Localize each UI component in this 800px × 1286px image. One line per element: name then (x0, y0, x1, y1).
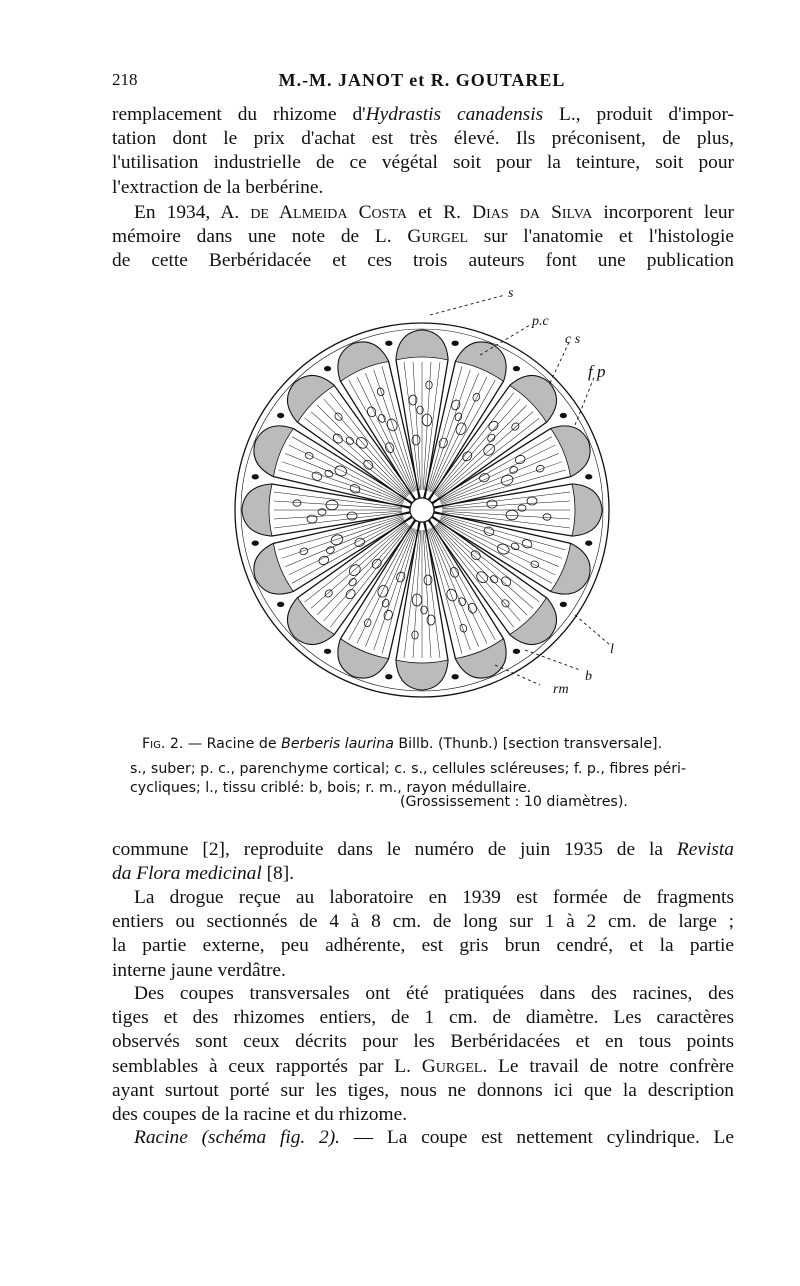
vascular-wedge (246, 417, 421, 529)
label-rm: rm (553, 682, 569, 697)
figure-caption-line1: Fig. 2. — Racine de Berberis laurina Billb. (Thunb.) [section transversale]. (142, 736, 663, 752)
vascular-wedge (403, 511, 515, 686)
text-line: la partie externe, peu adhérente, est gris brun cendré, et la partie (112, 935, 734, 957)
page-header (112, 70, 732, 96)
paragraph-second (112, 201, 734, 274)
sclereid-cell (560, 414, 566, 418)
vascular-rays (242, 330, 602, 690)
text-line: En 1934, A. de Almeida Costa et R. Dias da Silva incorporent leur (134, 202, 734, 223)
text-line: tation dont le prix d'achat est très élevé. Ils préconisent, de plus, (112, 128, 734, 150)
paragraph-third (112, 838, 734, 886)
vascular-wedge (276, 364, 432, 520)
sclereid-cell (586, 541, 592, 545)
text-line: ayant surtout porté sur les tiges, nous ne donnons ici que la description (112, 1079, 734, 1101)
paragraph-sixth (112, 1126, 734, 1150)
text-line: interne jaune verdâtre. (112, 959, 286, 981)
sclereid-cell (278, 414, 284, 418)
vascular-wedge (276, 500, 432, 656)
label-l: l (610, 642, 614, 657)
vascular-wedge (329, 334, 441, 509)
label-pc: p.c (532, 314, 549, 329)
sclereid-cell (560, 602, 566, 606)
vascular-wedge (246, 491, 421, 603)
vascular-wedge (329, 511, 441, 686)
vascular-wedge (423, 417, 598, 529)
text-line: tiges et des rhizomes entiers, de 1 cm. de diamètre. Les caractères (112, 1007, 734, 1029)
sclereid-cell (325, 649, 331, 653)
vascular-wedge (403, 334, 515, 509)
paragraph-top (112, 103, 734, 200)
root-cross-section-figure (225, 285, 645, 725)
text-line: de cette Berbéridacée et ces trois auteurs font une publication (112, 250, 734, 272)
paragraph-fifth (112, 982, 734, 1127)
running-head: M.-M. JANOT et R. GOUTAREL (278, 70, 566, 90)
label-s: s (508, 286, 514, 301)
vascular-wedge (412, 500, 568, 656)
paragraph-fourth (112, 886, 734, 983)
text-line: La drogue reçue au laboratoire en 1939 est formée de fragments (134, 887, 734, 908)
sclereid-cell (586, 475, 592, 479)
figure-caption-line2: s., suber; p. c., parenchyme cortical; c. s., cellules scléreuses; f. p., fibres péri- (130, 761, 687, 777)
figure-caption-line4: (Grossissement : 10 diamètres). (400, 794, 628, 810)
text-line: entiers ou sectionnés de 4 à 8 cm. de long sur 1 à 2 cm. de large ; (112, 911, 734, 933)
text-line: mémoire dans une note de L. Gurgel sur l'anatomie et l'histologie (112, 226, 734, 248)
text-line: commune [2], reproduite dans le numéro de juin 1935 de la Revista (112, 839, 734, 860)
sclereid-cell (252, 541, 258, 545)
text-line: l'utilisation industrielle de ce végétal soit pour la teinture, soit pour (112, 152, 734, 174)
text-line: remplacement du rhizome d'Hydrastis canadensis L., produit d'impor- (112, 104, 735, 125)
text-line: semblables à ceux rapportés par L. Gurgel. Le travail de notre confrère (112, 1055, 734, 1077)
text-line: observés sont ceux décrits pour les Berbéridacées et en tous points (112, 1031, 734, 1053)
figure-caption-line3: cycliques; l., tissu criblé: b, bois; r. m., rayon médullaire. (130, 780, 532, 796)
sclereid-cell (513, 649, 519, 653)
label-fp: f p (588, 362, 606, 381)
text-line: Racine (schéma fig. 2). — La coupe est nettement cylindrique. Le (134, 1127, 734, 1148)
sclereid-cell (278, 602, 284, 606)
text-line: Des coupes transversales ont été pratiquées dans des racines, des (134, 983, 734, 1004)
sclereid-cell (325, 367, 331, 371)
sclereid-cell (386, 341, 392, 345)
label-b: b (585, 669, 592, 684)
vascular-wedge (412, 364, 568, 520)
label-cs: c s (565, 332, 581, 347)
sclereid-cell (452, 675, 458, 679)
page-number: 218 (112, 70, 138, 89)
text-line: l'extraction de la berbérine. (112, 176, 324, 198)
sclereid-cell (252, 475, 258, 479)
text-line: da Flora medicinal [8]. (112, 863, 295, 885)
vascular-wedge (423, 491, 598, 603)
sclereid-cell (513, 367, 519, 371)
text-line: des coupes de la racine et du rhizome. (112, 1104, 408, 1126)
sclereid-cell (386, 675, 392, 679)
sclereid-cell (452, 341, 458, 345)
